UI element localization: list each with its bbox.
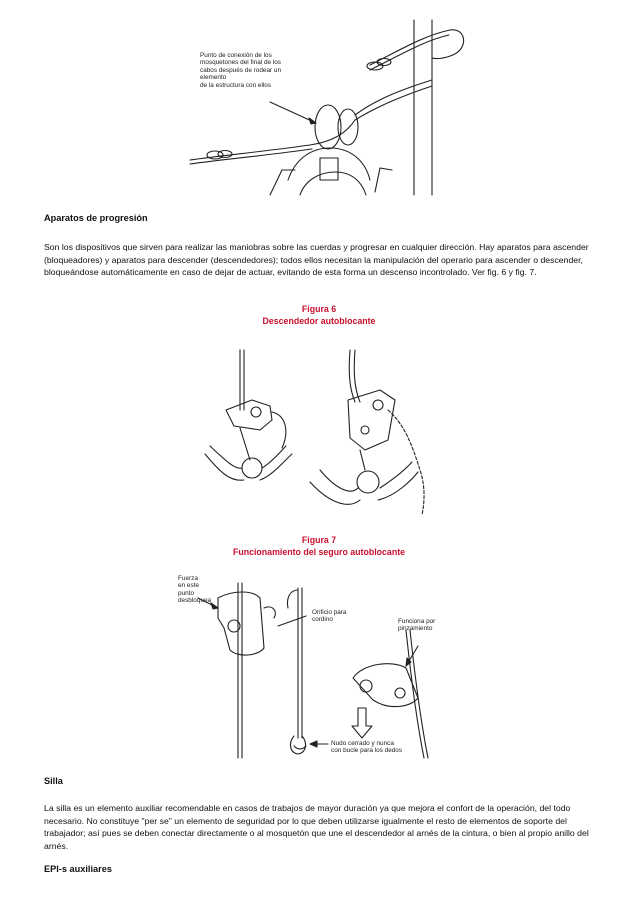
- figure6-title: Descendedor autoblocante: [262, 316, 376, 326]
- pinch-annotation: Funciona por pinzamiento: [398, 618, 436, 633]
- cord-hole-annotation: Orificio para cordino: [312, 609, 347, 624]
- progresion-heading: Aparatos de progresión: [44, 213, 148, 223]
- connection-point-annotation: Punto de conexión de los mosquetones del final de los cabos después de rodear un elemento de la estructura con ellos: [200, 52, 282, 89]
- figure6-label: Figura 6: [301, 304, 337, 314]
- epis-heading: EPI-s auxiliares: [44, 864, 112, 874]
- figure6-caption: [0, 303, 638, 327]
- force-annotation: Fuerza en este punto desbloquea: [178, 575, 212, 605]
- figure7-caption: [0, 534, 638, 558]
- progresion-paragraph: Son los dispositivos que sirven para realizar las maniobras sobre las cuerdas y progresar en cualquier dirección. Hay aparatos para ascender (bloqueadores) y aparatos para descender (descendedores); todos ellos necesitan la manipulación del operario para ascender o descender, bloqueándose automáticamente en caso de dejar de actuar, evitando de esta forma un descenso incontrolado. Ver fig. 6 y fig. 7.: [44, 242, 589, 278]
- silla-paragraph: La silla es un elemento auxiliar recomendable en casos de trabajos de mayor duración ya que mejora el confort de la operación, del todo necesario. No constituye "per se" un elemento de seguridad por lo que deben utilizarse igualmente el resto de elementos de soporte del trabajador; así pues se deben conectar directamente o al mosquetón que une el descendedor al arnés de la cintura, o bien al propio anillo del arnés.: [44, 803, 589, 851]
- lanyard-connection-illustration: [170, 20, 470, 200]
- descender-illustration: [200, 350, 440, 520]
- figure7-title: Funcionamiento del seguro autoblocante: [232, 547, 406, 557]
- figure7-label: Figura 7: [301, 535, 337, 545]
- silla-heading: Silla: [44, 776, 63, 786]
- knot-annotation: Nudo cerrado y nunca con bucle para los dedos: [331, 740, 403, 755]
